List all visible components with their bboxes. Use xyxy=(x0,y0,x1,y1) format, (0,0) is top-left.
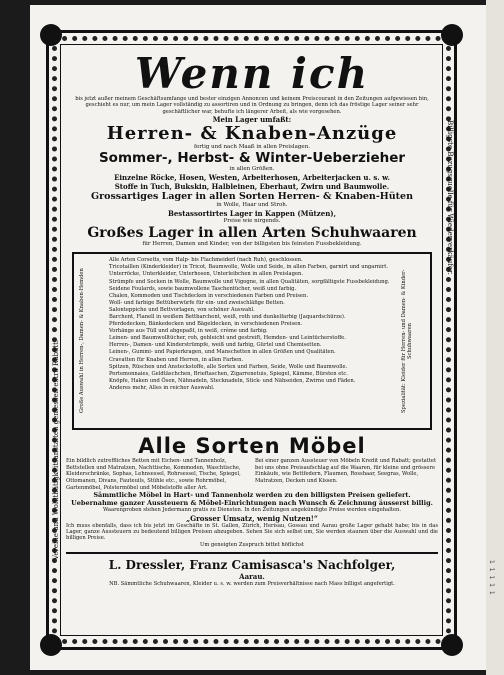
list-item: Alle Arten Corsetts, vom Halp- bis Flachmeiderl (nach Ruh), geschlossen. xyxy=(109,257,303,264)
adjacent-page-edge xyxy=(486,0,504,675)
corner-ornament xyxy=(40,24,62,46)
list-item: Salonteppiche und Bettvorlagen, von schöner Auswahl. xyxy=(109,306,255,313)
list-item: Herren-, Damen- und Kinderstrümpfe, weiß und farbig, Gürtel und Chemisetten. xyxy=(109,342,322,349)
saemmtliche-text: Sämmtliche Möbel in Hart- und Tannenholz werden zu den billigsten Preisen geliefert. xyxy=(93,491,411,500)
intro-text: bis jetzt außer meinem Geschäftsumfange und bester einzigen Annoncen und keinem Preiscourant in den Zeitungen aufgewiesen bin, geschieht es nur, um mein Lager vollständig zu assortiren und in Ordnung zu bringen, denn ich das fröstige Lager seiner sehr geschäftlicher war, behufte ich längerer Arbeit, als wie vorgesehen. xyxy=(75,96,429,115)
list-item: Knöpfe, Haken und Ösen, Nähnadeln, Stecknadeln, Stick- und Nähseiden, Zwirne und Fäden. xyxy=(109,377,356,384)
firm-name: L. Dressler, Franz Camisasca's Nachfolger, xyxy=(108,558,396,573)
advertisement xyxy=(66,50,438,588)
list-item: Cravatten für Knaben und Herren, in allen Farben. xyxy=(109,356,244,363)
box-left-text: Große Auswahl in Herren-, Damen- & Knaben-Hemden xyxy=(79,268,85,414)
list-item: Strümpfe und Socken in Wolle, Baumwolle und Vigogne, in allen Qualitäten, sorgfältigste Fussbekleidung. xyxy=(109,278,390,285)
huete-heading: Grossartiges Lager in allen Sorten Herren- & Knaben-Hüten xyxy=(91,191,413,203)
list-item: Woll- und farbige Bettüberwürfe für ein- und zweischläfige Betten. xyxy=(109,299,285,306)
list-item: Tricotaillen (Kinderkleider) in Tricot, Baumwolle, Wolle und Seide, in allen Farben, garnirt und ungarnirt. xyxy=(109,264,389,271)
moebel-columns xyxy=(66,458,438,491)
box-right-text: Spezialität: Kleider für Herren- und Damen- & Kinder-Schuhwaaren xyxy=(401,269,413,413)
box-list xyxy=(109,257,395,425)
wolle-text: in Wolle, Haar und Stroh. xyxy=(216,202,288,209)
list-item: Chalen, Kommoden und Tischdecken in verschiedenen Farben und Preisen. xyxy=(109,292,308,299)
schuh-heading: Großes Lager in allen Arten Schuhwaaren xyxy=(87,225,417,242)
side-text-left: Vereine und Wohlthätigkeitsanstalten geniessen extra Rabatt. xyxy=(52,339,60,560)
lager-umfasst: Mein Lager umfaßt: xyxy=(212,115,292,125)
empfehlung-text: Um geneigten Zuspruch bittet höflichst xyxy=(199,541,305,548)
moebel-heading: Alle Sorten Möbel xyxy=(138,434,366,459)
anzuege-sub: fertig und nach Maaß in allen Preislagen. xyxy=(194,144,310,151)
list-item: Anderes mehr, Alles in reicher Auswahl. xyxy=(109,384,215,391)
divider xyxy=(66,552,438,554)
preise-text: Preise wie nirgends. xyxy=(223,218,281,225)
moebel-right-text: Bei einer ganzen Aussteuer von Möbeln Kredit und Rabatt; gestattet bei uns ohne Preisaufschlag auf die Waaren, für kleine und grössere Einkäufe, wie Bettfedern, Flaumen, Rosshaar, Seegras, Wolle, Matratzen, Decken und Kissen. xyxy=(255,458,437,484)
list-item: Barchent, Flanell in weißem Bettbarchent, weiß, roth und dunkelfarbig (Jaquardschürze). xyxy=(109,313,346,320)
assortment-box xyxy=(72,252,432,430)
corner-ornament xyxy=(441,634,463,656)
einzelne-text: Einzelne Röcke, Hosen, Westen, Arbeiterhosen, Arbeiterjacken u. s. w. xyxy=(114,173,390,183)
corner-ornament xyxy=(40,634,62,656)
list-item: Spitzen, Rüschen und Ansteckstoffe, alle Sorten und Farben, Seide, Wolle und Baumwolle. xyxy=(109,363,348,370)
list-item: Leinen- und Baumwolltücher, roh, gebleicht und gestreift, Hemden- und Leintücherstoffe. xyxy=(109,335,346,342)
closing-text: Ich muss ebenfalls, dass ich bis jetzt im Geschäfte in St. Gallen, Zürich, Herisau, Gossau und Aarau große Lager gehabt habe; bis in das Lager, ganze Aussteuern zu bedeutend billigen Preisen abzugeben. Sehen Sie sich selbst um, Sie werden staunen über die Auswahl und die billigen Preise. xyxy=(66,522,438,542)
moebel-left-text: Ein bildlich zutreffliches Betten mit Eichen- und Tannenholz, Bettstellen und Matratzen, Nachttische, Kommoden, Waschtische, Kleiderschränke, Sophas, Lehnsessel, Rohrsessel, Tische, Spiegel, Ottomanen, Divans, Fauteuils, Stühle etc., sowie Rohrmöbel, Gartenmöbel, Polstermöbel und Möbelstoffe aller Art. xyxy=(66,458,241,491)
firm-town: Aarau. xyxy=(239,572,265,582)
list-item: Vorhänge aus Tüll und abgepaßt, in weiß, crème und farbig. xyxy=(109,328,268,335)
side-text-right: Billigste Bezugsquelle für Wiederverkäufer. xyxy=(446,120,454,275)
list-item: Pferdedecken, Bänkedecken und Bägeldecken, in verschiedenen Preisen. xyxy=(109,321,303,328)
list-item: Unterröcke, Unterkleider, Unterhosen, Unterleibchen in allen Preislagen. xyxy=(109,271,304,278)
headline: Wenn ich xyxy=(134,49,370,98)
groessen-text: in allen Größen. xyxy=(229,166,275,173)
corner-ornament xyxy=(441,24,463,46)
edge-text: 1 1 1 1 1 xyxy=(488,560,495,596)
ueberzieher-heading: Sommer-, Herbst- & Winter-Ueberzieher xyxy=(98,150,406,167)
stoffe-text: Stoffe in Tuch, Bukskin, Halbleinen, Eberhaut, Zwirn und Baumwolle. xyxy=(114,182,390,192)
list-item: Seidene Foulards, sowie baumwollene Taschentücher, weiß und farbig. xyxy=(109,285,297,292)
kappen-text: Bestassortirtes Lager in Kappen (Mützen), xyxy=(167,209,337,219)
anzuege-heading: Herren- & Knaben-Anzüge xyxy=(106,123,398,145)
motto: „Grosser Umsatz, wenig Nutzen!“ xyxy=(186,513,318,523)
schuh-sub: für Herren, Damen und Kinder, von der billigsten bis feinsten Fussbekleidung. xyxy=(142,241,362,248)
nb-text: NB. Sämmtliche Schuhwaaren, Kleider u. s. w. werden zum Preisverhältnisse nach Mass billigst angefertigt. xyxy=(109,581,395,588)
waarenprobe-text: Waarenproben stehen Jedermann gratis zu Diensten. In den Zeitungen angekündigte Preise werden eingehalten. xyxy=(103,507,401,514)
list-item: Portemonnaies, Geldtäschchen, Brieftaschen, Zigarrenetuis, Spiegel, Kämme, Bürsten etc. xyxy=(109,370,348,377)
list-item: Leinen-, Gummi- und Papierkragen, und Manschetten in allen Größen und Qualitäten. xyxy=(109,349,336,356)
uebernahme-text: Uebernahme ganzer Aussteuern & Möbel-Einrichtungen nach Wunsch & Zeichnung äusserst billig. xyxy=(71,499,433,508)
